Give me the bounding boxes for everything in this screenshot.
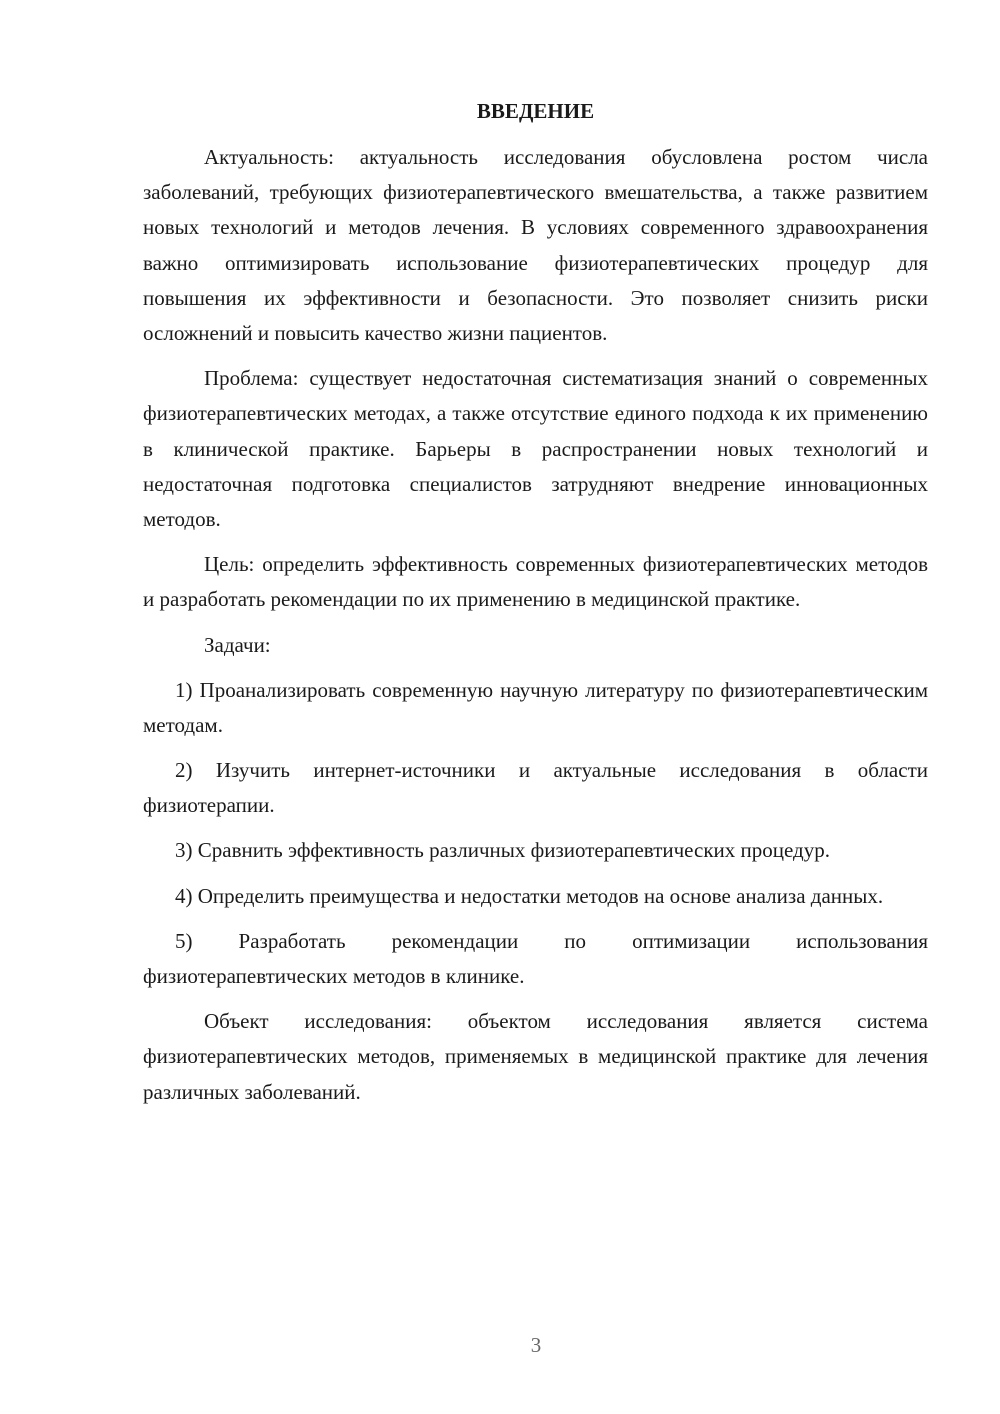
section-heading: ВВЕДЕНИЕ bbox=[476, 99, 595, 123]
paragraph-goal: Цель: определить эффективность современных физиотерапевтических методов и разработать рекомендации по их применению в медицинской практике. bbox=[143, 552, 928, 612]
page-number: 3 bbox=[530, 1333, 542, 1357]
task-item-3: 3) Сравнить эффективность различных физиотерапевтических процедур. bbox=[175, 838, 830, 863]
tasks-label: Задачи: bbox=[204, 632, 271, 657]
paragraph-problem: Проблема: существует недостаточная систематизация знаний о современных физиотерапевтических методах, а также отсутствие единого подхода к их применению в клинической практике. Барьеры в распространении новых технологий и недостаточная подготовка специалистов затрудняют внедрение инновационных методов. bbox=[143, 366, 928, 532]
task-item-4: 4) Определить преимущества и недостатки методов на основе анализа данных. bbox=[175, 883, 884, 908]
task-item-2: 2) Изучить интернет-источники и актуальные исследования в области физиотерапии. bbox=[143, 758, 928, 818]
paragraph-relevance: Актуальность: актуальность исследования обусловлена ростом числа заболеваний, требующих физиотерапевтического вмешательства, а также развитием новых технологий и методов лечения. В условиях современного здравоохранения важно оптимизировать использование физиотерапевтических процедур для повышения их эффективности и безопасности. Это позволяет снизить риски осложнений и повысить качество жизни пациентов. bbox=[143, 145, 928, 346]
task-item-5: 5) Разработать рекомендации по оптимизации использования физиотерапевтических методов в клинике. bbox=[143, 928, 928, 989]
document-page bbox=[143, 96, 928, 1120]
task-item-1: 1) Проанализировать современную научную литературу по физиотерапевтическим методам. bbox=[143, 677, 928, 737]
paragraph-object: Объект исследования: объектом исследования является система физиотерапевтических методов, применяемых в медицинской практике для лечения различных заболеваний. bbox=[143, 1009, 928, 1104]
